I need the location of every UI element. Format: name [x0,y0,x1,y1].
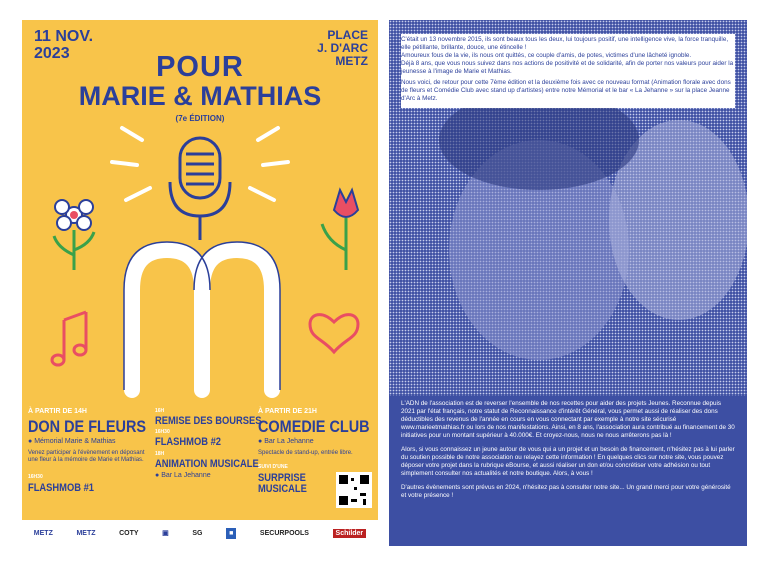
illustration [22,120,378,410]
date-day: 11 NOV. [34,28,94,45]
col3-title2b: MUSICALE [258,483,307,495]
music-note-icon [52,312,86,365]
heart-icon [310,315,358,352]
sponsors-strip [22,520,378,546]
intro-paragraph: Nous voici, de retour pour cette 7ème édition et la deuxième fois avec ce nouveau format (Animation florale avec dons de fleurs et Comédie Club avec stand up d'artistes) entre notre Mémorial et le bar « La Jehanne » sur la place Jeanne d'Arc à Metz. [401,79,731,102]
place-line: J. D'ARC [317,41,368,55]
col1-location-text: Mémorial Marie & Mathias [34,438,116,445]
sponsor-logo: SG [192,529,203,537]
intro-paragraph: Amoureux fous de la vie, ils nous ont quittés, ce couple d'amis, de potes, victimes d'une lâcheté ignoble. [401,52,692,59]
col2-location: ● Bar La Jehanne [155,472,211,479]
sponsor-logo: COTY [119,529,139,537]
col3-title: COMEDIE CLUB [258,417,370,436]
place-line: METZ [335,54,368,68]
association-text [401,400,735,506]
col3-desc: Spectacle de stand-up, entrée libre. [258,450,353,456]
intro-paragraph: C'était un 13 novembre 2015, ils sont beaux tous les deux, lui toujours positif, une intelligence vive, la force tranquille, elle pétillante, brillante, douce, une étincelle ! [401,36,729,51]
col1-desc: Venez participer à l'évènement en déposant une fleur à la mémoire de Marie et Mathias. [28,450,145,463]
col1-time2: 16H30 [28,474,43,480]
col3-title2a: SURPRISE [258,472,306,484]
sponsor-logo: Schilder [333,529,367,538]
col2-time2: 16H30 [155,429,170,435]
letter-back [389,20,747,546]
date-year: 2023 [34,45,70,62]
col3-location-text: Bar La Jehanne [264,438,314,445]
qr-code-icon [336,472,372,508]
col3-location: ● Bar La Jehanne [258,438,314,445]
col1-title2: FLASHMOB #1 [28,482,94,494]
association-paragraph: Alors, si vous connaissez un jeune autour de vous qui a un projet et un besoin de financement, n'hésitez pas à lui parler du soutien possible de notre association ou relayez cette information ! En quelques clics sur notre site, vous pouvez déposer votre projet dans la rubrique eBourse, et aussi réaliser un don et/ou concrétiser votre adhésion ou tout simplement consulter nos actualités et notre boutique. Alors, à vous ! [401,446,735,477]
sponsor-logo: METZ [76,529,96,537]
intro-paragraph: Déjà 8 ans, que vous nous suivez dans nos actions de positivité et de solidarité, afin de porter nos valeurs pour aider la jeunesse à l'image de Marie et Mathias. [401,60,734,75]
edition-label: (7e ÉDITION) [175,114,225,123]
poster-front [22,20,378,546]
sponsor-logo-icon: ■ [226,528,236,539]
flower-icon [54,200,94,270]
intro-text [401,34,735,108]
col3-suivi: SUIVI D'UNE [258,464,288,470]
sponsor-logo-icon: ▣ [162,530,169,537]
col1-location: ● Mémorial Marie & Mathias [28,438,116,445]
sponsor-logo: METZ [33,529,53,537]
association-paragraph: D'autres évènements sont prévus en 2024, n'hésitez pas à consulter notre site... Un grand merci pour votre générosité et votre présence ! [401,484,731,499]
col1-time: À PARTIR DE 14H [28,408,87,415]
ribbon-mm-icon [132,250,272,390]
col2-time3: 18H [155,451,165,457]
place-line: PLACE [327,28,368,42]
title-pour: POUR [156,51,244,83]
title-names: MARIE & MATHIAS [78,81,322,111]
schedule [22,400,378,518]
tulip-icon [322,190,358,270]
col2-title2: FLASHMOB #2 [155,436,221,448]
col1-title: DON DE FLEURS [28,417,147,436]
col2-title1: REMISE DES BOURSES [155,415,262,427]
microphone-icon [170,138,230,240]
col3-time: À PARTIR DE 21H [258,408,317,415]
association-paragraph: L'ADN de l'association est de reverser l'ensemble de nos recettes pour aider des projets Jeunes. Reconnue depuis 2021 par l'état français, notre statut de Reconnaissance d'intérêt Général, vous permet aussi de réaliser des dons déductibles des revenus de l'année en cours en vous connectant par exemple à notre site sécurisé www.marieetmathias.fr ou lors de nos manifestations. Ainsi, en 8 ans, l'association aura contribué au financement de 30 initiatives pour un montant supérieur à 40.000€. Et croyez-nous, nous ne nous arrêterons pas là ! [401,400,735,439]
col2-location-text: Bar La Jehanne [161,472,211,479]
col2-time1: 16H [155,408,165,414]
sponsor-logo: SECURPOOLS [259,529,309,537]
col2-title3: ANIMATION MUSICALE [155,458,259,470]
